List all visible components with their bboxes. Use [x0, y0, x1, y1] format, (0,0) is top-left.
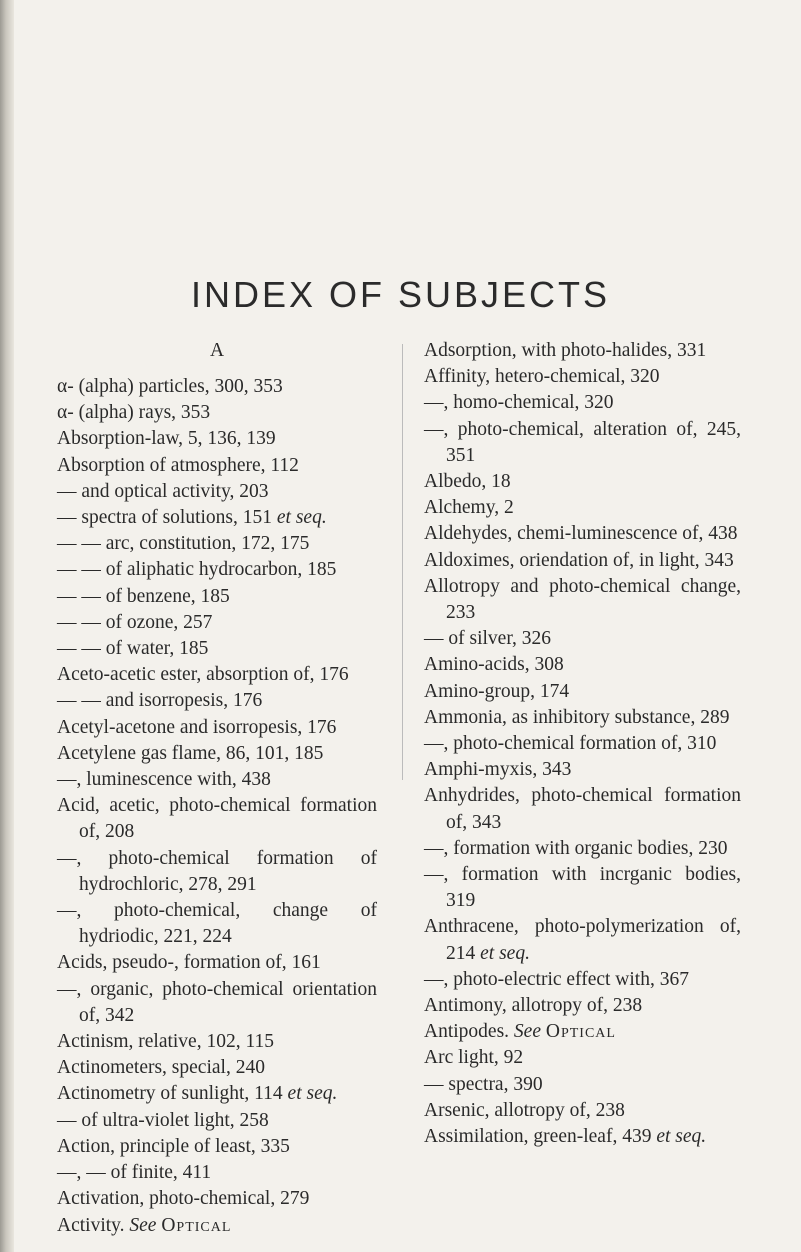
index-entry: Aceto-acetic ester, absorption of, 176: [57, 664, 349, 686]
index-entry: —, formation with organic bodies, 230: [424, 837, 728, 859]
index-entry: Arc light, 92: [424, 1047, 524, 1069]
index-entry: Allotropy and photo-chemical change, 233: [424, 575, 741, 624]
right-entry-list: [424, 338, 741, 1150]
index-entry: — — of benzene, 185: [57, 585, 230, 607]
index-entry: Albedo, 18: [424, 471, 511, 493]
section-letter: A: [209, 340, 225, 361]
index-entry: — spectra of solutions, 151 et seq.: [57, 507, 327, 529]
index-entry: — — of ozone, 257: [57, 611, 213, 633]
index-entry: Aldoximes, oriendation of, in light, 343: [424, 549, 734, 571]
index-entry: Acid, acetic, photo-chemical formation of, 208: [57, 795, 377, 843]
index-entry: α- (alpha) particles, 300, 353: [57, 376, 283, 397]
index-entry: Absorption-law, 5, 136, 139: [57, 428, 276, 450]
column-divider: [402, 344, 403, 780]
index-entry: Ammonia, as inhibitory substance, 289: [424, 706, 730, 728]
index-entry: Assimilation, green-leaf, 439 et seq.: [424, 1126, 707, 1148]
index-entry: Anthracene, photo-polymerization of, 214 et seq.: [424, 916, 741, 964]
index-entry: Absorption of atmosphere, 112: [57, 454, 299, 476]
index-entry: Amino-group, 174: [424, 680, 570, 702]
index-entry: Actinometry of sunlight, 114 et seq.: [57, 1083, 338, 1105]
index-entry: — — of water, 185: [57, 638, 209, 660]
index-entry: — of ultra-violet light, 258: [57, 1109, 269, 1131]
index-entry: Arsenic, allotropy of, 238: [424, 1099, 625, 1121]
index-entry: — spectra, 390: [424, 1073, 543, 1095]
index-entry: Acetyl-acetone and isorropesis, 176: [57, 716, 337, 738]
index-entry: Action, principle of least, 335: [57, 1135, 290, 1157]
index-entry: — — of aliphatic hydrocarbon, 185: [57, 559, 337, 581]
index-entry: Aldehydes, chemi-luminescence of, 438: [424, 523, 738, 545]
index-entry: — of silver, 326: [424, 628, 552, 650]
index-entry: Antimony, allotropy of, 238: [424, 995, 643, 1017]
index-entry: Amino-acids, 308: [424, 654, 564, 676]
index-entry: —, — of finite, 411: [57, 1162, 212, 1184]
index-entry: —, photo-chemical, alteration of, 245, 351: [424, 418, 741, 466]
right-column: [424, 338, 741, 1150]
index-entry: Antipodes. See Optical: [424, 1021, 616, 1043]
index-entry: —, photo-electric effect with, 367: [424, 968, 689, 990]
index-entry: Actinometers, special, 240: [57, 1057, 265, 1079]
index-entry: Adsorption, with photo-halides, 331: [424, 340, 707, 361]
index-entry: —, photo-chemical formation of, 310: [424, 733, 717, 755]
index-entry: Actinism, relative, 102, 115: [57, 1031, 274, 1053]
index-entry: Alchemy, 2: [424, 497, 514, 519]
page-title: INDEX OF SUBJECTS: [190, 274, 611, 315]
page-edge: [0, 0, 14, 1252]
index-entry: α- (alpha) rays, 353: [57, 402, 211, 424]
index-entry: —, organic, photo-chemical orientation of, 342: [57, 978, 377, 1026]
index-entry: —, photo-chemical formation of hydrochloric, 278, 291: [57, 847, 377, 895]
index-entry: — — arc, constitution, 172, 175: [57, 533, 310, 555]
index-entry: Activation, photo-chemical, 279: [57, 1188, 310, 1210]
index-entry: Activity. See Optical: [57, 1214, 232, 1236]
index-entry: Anhydrides, photo-chemical formation of, 343: [424, 785, 741, 833]
left-column: [57, 338, 377, 1239]
index-entry: —, luminescence with, 438: [57, 769, 271, 791]
left-entry-list: [57, 374, 377, 1239]
index-entry: Acids, pseudo-, formation of, 161: [57, 952, 321, 974]
index-entry: Amphi-myxis, 343: [424, 759, 572, 781]
index-entry: —, photo-chemical, change of hydriodic, 221, 224: [57, 900, 377, 948]
index-entry: — — and isorropesis, 176: [57, 690, 263, 712]
index-entry: — and optical activity, 203: [57, 480, 269, 502]
index-entry: Acetylene gas flame, 86, 101, 185: [57, 742, 324, 764]
index-entry: Affinity, hetero-chemical, 320: [424, 366, 660, 388]
index-entry: —, homo-chemical, 320: [424, 392, 614, 414]
index-entry: —, formation with incrganic bodies, 319: [424, 864, 741, 912]
